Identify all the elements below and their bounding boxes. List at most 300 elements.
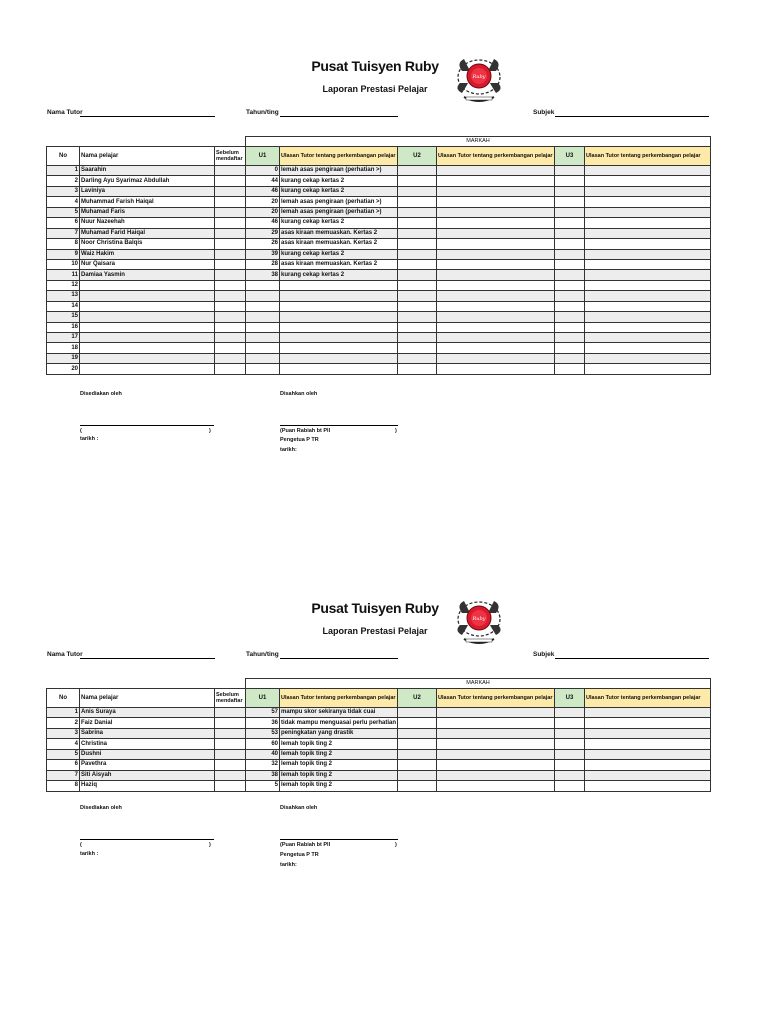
label-tarikh-2: tarikh: — [280, 447, 297, 453]
cell-ulasan-1: asas kiraan memuaskan. Kertas 2 — [280, 239, 398, 249]
table-row — [47, 312, 711, 322]
cell-u1 — [246, 364, 280, 374]
cell-ulasan-2[interactable] — [437, 270, 555, 280]
cell-u1: 44 — [246, 176, 280, 186]
cell-ulasan-2[interactable] — [437, 312, 555, 322]
cell-ulasan-2[interactable] — [437, 249, 555, 259]
cell-u1 — [246, 322, 280, 332]
cell-ulasan-2[interactable] — [437, 770, 555, 780]
cell-ulasan-1: lemah asas pengiraan (perhatian >) — [280, 197, 398, 207]
cell-u3[interactable] — [555, 333, 585, 343]
cell-ulasan-2[interactable] — [437, 739, 555, 749]
cell-ulasan-3[interactable] — [585, 218, 711, 228]
cell-ulasan-3[interactable] — [585, 291, 711, 301]
cell-ulasan-3[interactable] — [585, 749, 711, 759]
cell-no: 19 — [47, 353, 80, 363]
col-sebelum: Sebelum mendaftar — [215, 689, 246, 708]
cell-u2[interactable] — [398, 176, 437, 186]
cell-sebelum[interactable] — [215, 186, 246, 196]
label-pengetua: Pengetua P TR — [280, 437, 319, 443]
cell-nama: Nur Qaisara — [80, 259, 215, 269]
cell-ulasan-3[interactable] — [585, 343, 711, 353]
cell-nama: Muhamad Farid Haiqal — [80, 228, 215, 238]
cell-nama: Sabrina — [80, 728, 215, 738]
cell-ulasan-2[interactable] — [437, 781, 555, 791]
table-row — [47, 166, 711, 176]
cell-nama: Waiz Hakim — [80, 249, 215, 259]
col-ulasan-2: Ulasan Tutor tentang perkembangan pelajar — [437, 147, 555, 166]
cell-u3[interactable] — [555, 322, 585, 332]
cell-nama: Siti Aisyah — [80, 770, 215, 780]
input-nama-tutor[interactable] — [80, 658, 215, 659]
cell-u1: 46 — [246, 186, 280, 196]
cell-u2[interactable] — [398, 249, 437, 259]
cell-sebelum[interactable] — [215, 270, 246, 280]
cell-u2[interactable] — [398, 760, 437, 770]
cell-no: 1 — [47, 166, 80, 176]
cell-ulasan-3[interactable] — [585, 176, 711, 186]
table-row — [47, 249, 711, 259]
col-nama: Nama pelajar — [80, 689, 215, 708]
cell-no: 6 — [47, 760, 80, 770]
col-u2: U2 — [398, 147, 437, 166]
ruby-logo — [454, 53, 504, 109]
cell-ulasan-2[interactable] — [437, 291, 555, 301]
cell-u2[interactable] — [398, 353, 437, 363]
cell-ulasan-3[interactable] — [585, 781, 711, 791]
svg-text:Ruby: Ruby — [472, 616, 486, 622]
cell-no: 5 — [47, 207, 80, 217]
cell-u2[interactable] — [398, 749, 437, 759]
cell-ulasan-3[interactable] — [585, 166, 711, 176]
cell-nama — [80, 322, 215, 332]
cell-ulasan-1 — [280, 301, 398, 311]
cell-sebelum[interactable] — [215, 353, 246, 363]
cell-u2[interactable] — [398, 239, 437, 249]
paren-close: ) — [209, 842, 211, 848]
svg-text:Ruby: Ruby — [472, 74, 486, 80]
cell-sebelum[interactable] — [215, 739, 246, 749]
table-row — [47, 333, 711, 343]
cell-ulasan-1: kurang cekap kertas 2 — [280, 176, 398, 186]
cell-ulasan-3[interactable] — [585, 322, 711, 332]
cell-nama — [80, 333, 215, 343]
cell-ulasan-2[interactable] — [437, 228, 555, 238]
cell-ulasan-1 — [280, 343, 398, 353]
cell-sebelum[interactable] — [215, 312, 246, 322]
cell-ulasan-1: kurang cekap kertas 2 — [280, 186, 398, 196]
col-ulasan-2: Ulasan Tutor tentang perkembangan pelajar — [437, 689, 555, 708]
cell-ulasan-1: peningkatan yang drastik — [280, 728, 398, 738]
cell-nama — [80, 343, 215, 353]
cell-ulasan-1: kurang cekap kertas 2 — [280, 218, 398, 228]
cell-no: 8 — [47, 239, 80, 249]
cell-sebelum[interactable] — [215, 364, 246, 374]
cell-ulasan-1: lemah topik ting 2 — [280, 749, 398, 759]
cell-ulasan-2[interactable] — [437, 364, 555, 374]
cell-u3[interactable] — [555, 770, 585, 780]
cell-sebelum[interactable] — [215, 718, 246, 728]
cell-u2[interactable] — [398, 322, 437, 332]
cell-u2[interactable] — [398, 280, 437, 290]
table-row — [47, 186, 711, 196]
cell-ulasan-3[interactable] — [585, 312, 711, 322]
cell-nama: Noor Christina Balqis — [80, 239, 215, 249]
cell-no: 2 — [47, 718, 80, 728]
cell-u2[interactable] — [398, 207, 437, 217]
cell-nama — [80, 312, 215, 322]
cell-nama: Faiz Danial — [80, 718, 215, 728]
cell-ulasan-2[interactable] — [437, 322, 555, 332]
cell-ulasan-3[interactable] — [585, 249, 711, 259]
cell-sebelum[interactable] — [215, 728, 246, 738]
cell-ulasan-3[interactable] — [585, 760, 711, 770]
col-ulasan-1: Ulasan Tutor tentang perkembangan pelajar — [280, 147, 398, 166]
col-sebelum: Sebelum mendaftar — [215, 147, 246, 166]
cell-ulasan-3[interactable] — [585, 207, 711, 217]
col-nama: Nama pelajar — [80, 147, 215, 166]
cell-u3[interactable] — [555, 301, 585, 311]
signature-line-pengetua[interactable] — [280, 425, 398, 426]
cell-sebelum[interactable] — [215, 760, 246, 770]
input-tahun-ting[interactable] — [280, 658, 398, 659]
table-row — [47, 760, 711, 770]
cell-u3[interactable] — [555, 280, 585, 290]
cell-nama: Dushni — [80, 749, 215, 759]
cell-sebelum[interactable] — [215, 708, 246, 718]
cell-u2[interactable] — [398, 270, 437, 280]
cell-u1 — [246, 353, 280, 363]
cell-ulasan-3[interactable] — [585, 259, 711, 269]
cell-u2[interactable] — [398, 186, 437, 196]
cell-u2[interactable] — [398, 166, 437, 176]
cell-sebelum[interactable] — [215, 197, 246, 207]
cell-sebelum[interactable] — [215, 343, 246, 353]
cell-ulasan-3[interactable] — [585, 239, 711, 249]
cell-sebelum[interactable] — [215, 228, 246, 238]
cell-ulasan-1: lemah topik ting 2 — [280, 781, 398, 791]
cell-u1: 38 — [246, 270, 280, 280]
cell-u1 — [246, 343, 280, 353]
cell-nama: Haziq — [80, 781, 215, 791]
cell-u2[interactable] — [398, 770, 437, 780]
cell-nama: Muhamad Faris — [80, 207, 215, 217]
cell-u1: 40 — [246, 749, 280, 759]
table-row — [47, 301, 711, 311]
cell-u2[interactable] — [398, 364, 437, 374]
label-disediakan: Disediakan oleh — [80, 805, 122, 811]
cell-u3[interactable] — [555, 728, 585, 738]
cell-u1: 26 — [246, 239, 280, 249]
cell-ulasan-3[interactable] — [585, 364, 711, 374]
cell-no: 12 — [47, 280, 80, 290]
label-subjek: Subjek — [533, 651, 555, 658]
cell-u3[interactable] — [555, 186, 585, 196]
cell-u2[interactable] — [398, 333, 437, 343]
cell-ulasan-2[interactable] — [437, 718, 555, 728]
cell-ulasan-2[interactable] — [437, 186, 555, 196]
cell-sebelum[interactable] — [215, 176, 246, 186]
signature-line-tutor[interactable] — [80, 839, 214, 840]
cell-ulasan-2[interactable] — [437, 708, 555, 718]
cell-ulasan-2[interactable] — [437, 760, 555, 770]
cell-u3[interactable] — [555, 312, 585, 322]
col-no: No — [47, 689, 80, 708]
table-row — [47, 228, 711, 238]
cell-no: 3 — [47, 186, 80, 196]
cell-sebelum[interactable] — [215, 333, 246, 343]
col-u2: U2 — [398, 689, 437, 708]
label-tarikh: tarikh : — [80, 851, 99, 857]
cell-sebelum[interactable] — [215, 770, 246, 780]
cell-u3[interactable] — [555, 249, 585, 259]
cell-u1: 5 — [246, 781, 280, 791]
cell-no: 17 — [47, 333, 80, 343]
cell-sebelum[interactable] — [215, 291, 246, 301]
cell-u2[interactable] — [398, 301, 437, 311]
cell-ulasan-2[interactable] — [437, 301, 555, 311]
cell-nama: Nuur Nazeehah — [80, 218, 215, 228]
report-subtitle: Laporan Prestasi Pelajar — [322, 626, 428, 636]
input-subjek[interactable] — [555, 116, 709, 117]
cell-no: 4 — [47, 197, 80, 207]
cell-ulasan-3[interactable] — [585, 739, 711, 749]
cell-ulasan-2[interactable] — [437, 343, 555, 353]
cell-no: 16 — [47, 322, 80, 332]
cell-ulasan-1: lemah topik ting 2 — [280, 739, 398, 749]
paren-close-2: ) — [395, 842, 397, 848]
cell-u2[interactable] — [398, 218, 437, 228]
cell-ulasan-2[interactable] — [437, 207, 555, 217]
cell-u2[interactable] — [398, 708, 437, 718]
cell-ulasan-2[interactable] — [437, 166, 555, 176]
cell-ulasan-3[interactable] — [585, 270, 711, 280]
report-title: Pusat Tuisyen Ruby — [311, 600, 439, 616]
cell-nama: Laviniya — [80, 186, 215, 196]
cell-u1: 53 — [246, 728, 280, 738]
cell-ulasan-2[interactable] — [437, 728, 555, 738]
cell-ulasan-3[interactable] — [585, 301, 711, 311]
table-row — [47, 197, 711, 207]
cell-u2[interactable] — [398, 291, 437, 301]
cell-ulasan-2[interactable] — [437, 197, 555, 207]
cell-ulasan-2[interactable] — [437, 280, 555, 290]
cell-nama: Damiaa Yasmin — [80, 270, 215, 280]
cell-ulasan-2[interactable] — [437, 333, 555, 343]
cell-sebelum[interactable] — [215, 259, 246, 269]
table-row — [47, 728, 711, 738]
cell-no: 7 — [47, 228, 80, 238]
cell-u3[interactable] — [555, 749, 585, 759]
label-subjek: Subjek — [533, 109, 555, 116]
cell-u3[interactable] — [555, 166, 585, 176]
cell-u3[interactable] — [555, 781, 585, 791]
cell-u3[interactable] — [555, 239, 585, 249]
cell-u3[interactable] — [555, 291, 585, 301]
cell-u1 — [246, 280, 280, 290]
cell-ulasan-3[interactable] — [585, 186, 711, 196]
cell-ulasan-1: lemah asas pengiraan (perhatian >) — [280, 207, 398, 217]
cell-sebelum[interactable] — [215, 249, 246, 259]
cell-ulasan-1: mampu skor sekiranya tidak cuai — [280, 708, 398, 718]
report-title: Pusat Tuisyen Ruby — [311, 58, 439, 74]
performance-table — [46, 136, 711, 375]
cell-ulasan-2[interactable] — [437, 353, 555, 363]
cell-nama: Anis Suraya — [80, 708, 215, 718]
cell-ulasan-3[interactable] — [585, 728, 711, 738]
cell-ulasan-3[interactable] — [585, 353, 711, 363]
label-nama-tutor: Nama Tutor — [47, 109, 83, 116]
cell-no: 13 — [47, 291, 80, 301]
cell-u2[interactable] — [398, 312, 437, 322]
table-row — [47, 280, 711, 290]
cell-ulasan-1 — [280, 280, 398, 290]
cell-no: 14 — [47, 301, 80, 311]
cell-u3[interactable] — [555, 228, 585, 238]
cell-no: 11 — [47, 270, 80, 280]
cell-u3[interactable] — [555, 197, 585, 207]
cell-ulasan-3[interactable] — [585, 197, 711, 207]
cell-u2[interactable] — [398, 781, 437, 791]
cell-ulasan-3[interactable] — [585, 280, 711, 290]
cell-sebelum[interactable] — [215, 218, 246, 228]
col-u1: U1 — [246, 689, 280, 708]
input-nama-tutor[interactable] — [80, 116, 215, 117]
cell-u3[interactable] — [555, 353, 585, 363]
label-disahkan: Disahkan oleh — [280, 805, 318, 811]
table-header-row — [47, 689, 711, 708]
cell-u1: 36 — [246, 718, 280, 728]
label-pengetua: Pengetua P TR — [280, 852, 319, 858]
label-puan: (Puan Rabiah bt Pll — [280, 842, 331, 848]
cell-no: 20 — [47, 364, 80, 374]
table-row — [47, 353, 711, 363]
cell-u3[interactable] — [555, 708, 585, 718]
cell-u2[interactable] — [398, 343, 437, 353]
cell-sebelum[interactable] — [215, 781, 246, 791]
cell-nama — [80, 280, 215, 290]
cell-sebelum[interactable] — [215, 207, 246, 217]
cell-ulasan-1 — [280, 353, 398, 363]
cell-ulasan-1: kurang cekap kertas 2 — [280, 270, 398, 280]
cell-ulasan-3[interactable] — [585, 718, 711, 728]
cell-u1: 46 — [246, 218, 280, 228]
cell-u3[interactable] — [555, 218, 585, 228]
cell-no: 9 — [47, 249, 80, 259]
cell-u3[interactable] — [555, 176, 585, 186]
signature-line-tutor[interactable] — [80, 425, 214, 426]
cell-u1 — [246, 301, 280, 311]
cell-nama — [80, 301, 215, 311]
label-tahun-ting: Tahun/ting — [246, 109, 279, 116]
cell-u2[interactable] — [398, 739, 437, 749]
cell-u1: 28 — [246, 259, 280, 269]
cell-ulasan-2[interactable] — [437, 239, 555, 249]
table-row — [47, 291, 711, 301]
cell-nama: Darling Ayu Syarimaz Abdullah — [80, 176, 215, 186]
cell-u3[interactable] — [555, 739, 585, 749]
input-subjek[interactable] — [555, 658, 709, 659]
markah-header: MARKAH — [246, 137, 711, 147]
cell-nama: Christina — [80, 739, 215, 749]
col-ulasan-3: Ulasan Tutor tentang perkembangan pelajar — [585, 147, 711, 166]
cell-u1: 29 — [246, 228, 280, 238]
cell-ulasan-3[interactable] — [585, 708, 711, 718]
col-ulasan-1: Ulasan Tutor tentang perkembangan pelajar — [280, 689, 398, 708]
cell-ulasan-3[interactable] — [585, 228, 711, 238]
cell-sebelum[interactable] — [215, 301, 246, 311]
cell-no: 5 — [47, 749, 80, 759]
cell-u1: 39 — [246, 249, 280, 259]
col-u3: U3 — [555, 147, 585, 166]
input-tahun-ting[interactable] — [280, 116, 398, 117]
cell-u2[interactable] — [398, 728, 437, 738]
table-row — [47, 739, 711, 749]
cell-ulasan-3[interactable] — [585, 333, 711, 343]
cell-u3[interactable] — [555, 760, 585, 770]
cell-ulasan-1: lemah topik ting 2 — [280, 760, 398, 770]
cell-u3[interactable] — [555, 259, 585, 269]
cell-ulasan-1 — [280, 364, 398, 374]
cell-ulasan-2[interactable] — [437, 749, 555, 759]
cell-no: 4 — [47, 739, 80, 749]
cell-sebelum[interactable] — [215, 322, 246, 332]
cell-ulasan-3[interactable] — [585, 770, 711, 780]
cell-ulasan-2[interactable] — [437, 259, 555, 269]
cell-no: 1 — [47, 708, 80, 718]
cell-u2[interactable] — [398, 228, 437, 238]
cell-u3[interactable] — [555, 343, 585, 353]
cell-ulasan-2[interactable] — [437, 218, 555, 228]
cell-u1 — [246, 333, 280, 343]
table-row — [47, 176, 711, 186]
cell-u1: 32 — [246, 760, 280, 770]
cell-u3[interactable] — [555, 364, 585, 374]
cell-u3[interactable] — [555, 270, 585, 280]
cell-u3[interactable] — [555, 718, 585, 728]
cell-ulasan-1: lemah topik ting 2 — [280, 770, 398, 780]
table-row — [47, 239, 711, 249]
label-tarikh-2: tarikh: — [280, 862, 297, 868]
cell-ulasan-2[interactable] — [437, 176, 555, 186]
cell-no: 8 — [47, 781, 80, 791]
label-tarikh: tarikh : — [80, 436, 99, 442]
cell-sebelum[interactable] — [215, 239, 246, 249]
table-row — [47, 781, 711, 791]
cell-u2[interactable] — [398, 197, 437, 207]
cell-no: 10 — [47, 259, 80, 269]
label-disediakan: Disediakan oleh — [80, 391, 122, 397]
cell-u3[interactable] — [555, 207, 585, 217]
table-row — [47, 708, 711, 718]
cell-u1: 38 — [246, 770, 280, 780]
cell-sebelum[interactable] — [215, 280, 246, 290]
table-row — [47, 270, 711, 280]
cell-u2[interactable] — [398, 718, 437, 728]
cell-sebelum[interactable] — [215, 166, 246, 176]
cell-no: 2 — [47, 176, 80, 186]
cell-nama — [80, 353, 215, 363]
cell-nama: Pavethra — [80, 760, 215, 770]
cell-ulasan-1 — [280, 291, 398, 301]
cell-u2[interactable] — [398, 259, 437, 269]
cell-nama — [80, 364, 215, 374]
ruby-logo — [454, 595, 504, 651]
cell-sebelum[interactable] — [215, 749, 246, 759]
table-row — [47, 364, 711, 374]
table-row — [47, 770, 711, 780]
signature-line-pengetua[interactable] — [280, 839, 398, 840]
